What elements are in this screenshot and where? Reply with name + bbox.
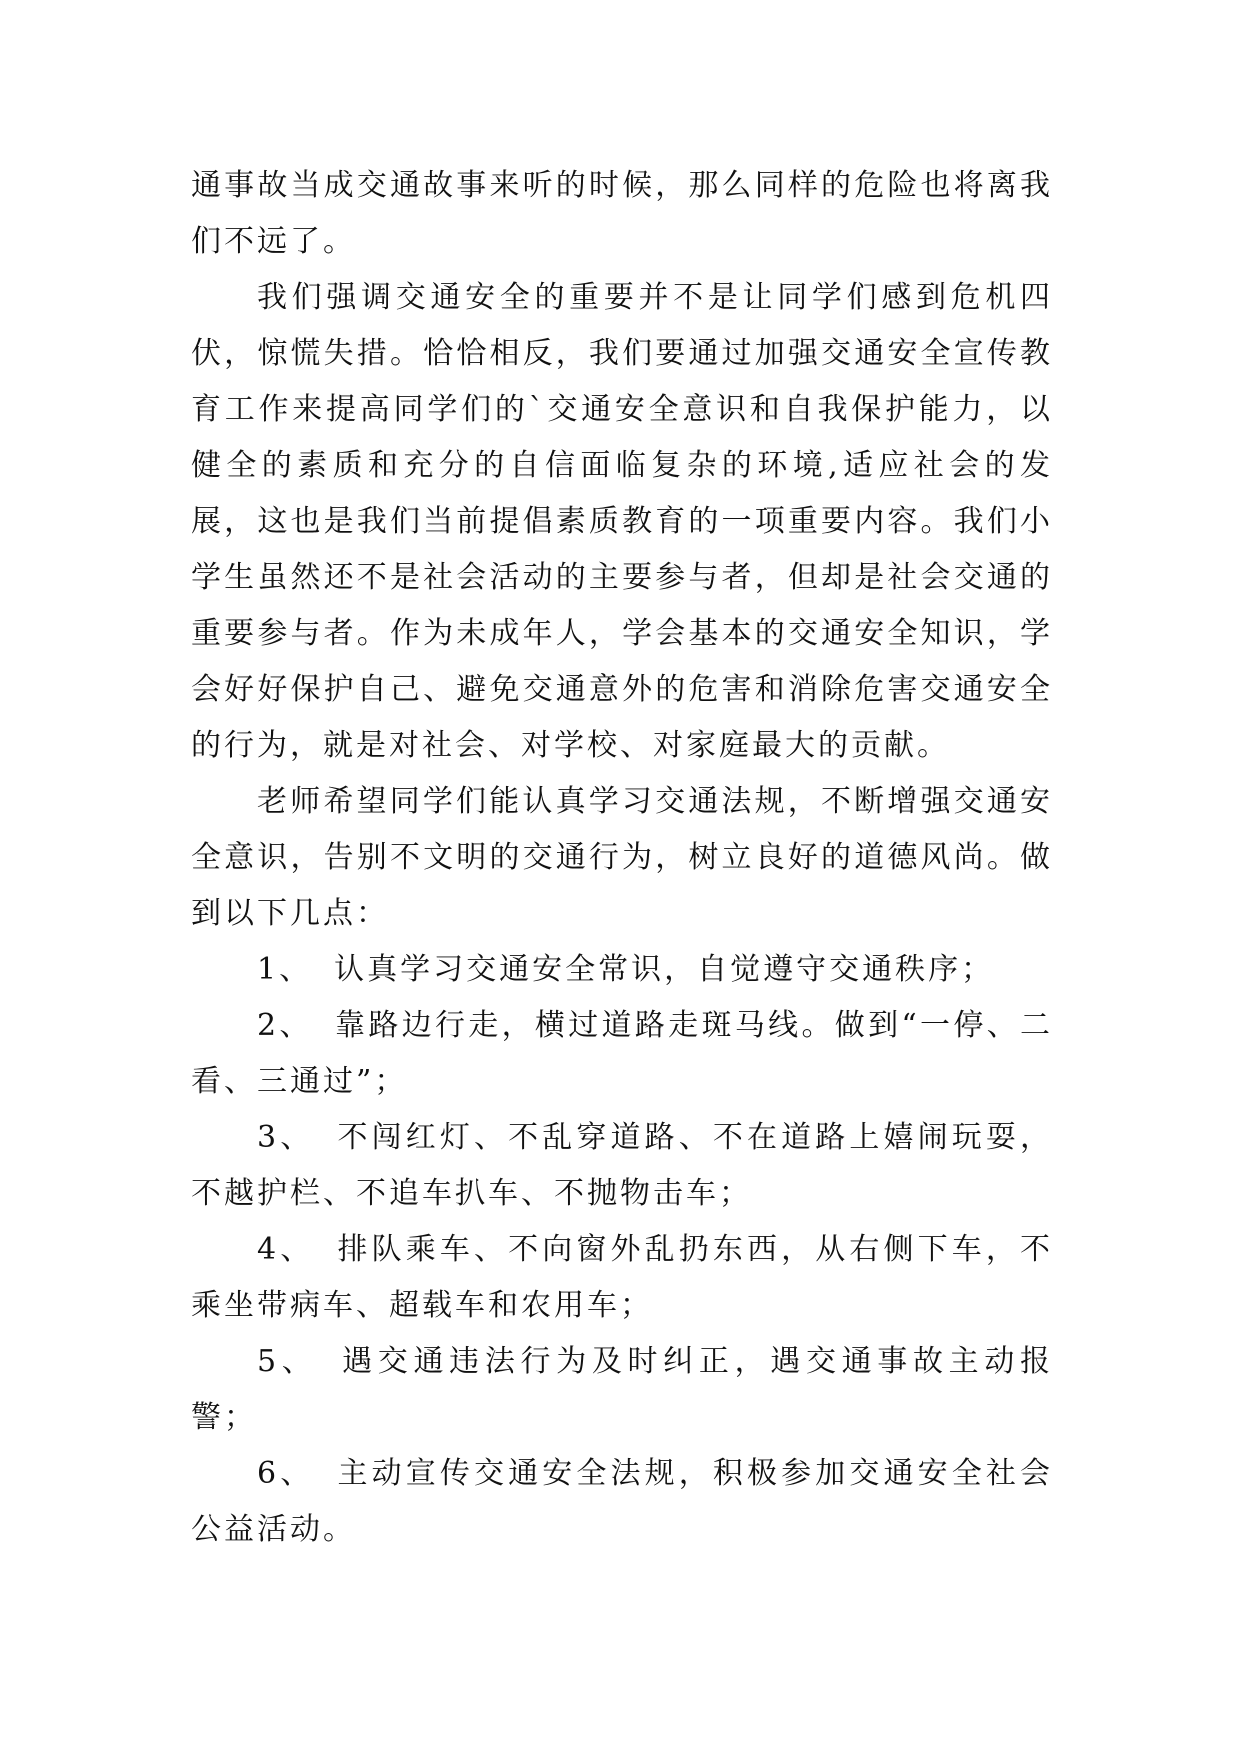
- list-item: [191, 1222, 1053, 1334]
- list-item: [191, 1110, 1053, 1222]
- list-item-text: 不闯红灯、不乱穿道路、不在道路上嬉闹玩耍，不越护栏、不追车扒车、不抛物击车；: [191, 1120, 1053, 1211]
- list-item-text: 靠路边行走，横过道路走斑马线。做到“一停、二看、三通过”；: [191, 1008, 1053, 1099]
- list-item: [191, 1446, 1053, 1558]
- document-body: [191, 158, 1053, 1558]
- list-item-number: 5、: [257, 1344, 318, 1379]
- list-item: [191, 942, 1053, 998]
- paragraph-traffic-safety-importance: 我们强调交通安全的重要并不是让同学们感到危机四伏，惊慌失措。恰恰相反，我们要通过加强交通安全宣传教育工作来提高同学们的`交通安全意识和自我保护能力，以健全的素质和充分的自信面临复杂的环境,适应社会的发展，这也是我们当前提倡素质教育的一项重要内容。我们小学生虽然还不是社会活动的主要参与者，但却是社会交通的重要参与者。作为未成年人，学会基本的交通安全知识，学会好好保护自己、避免交通意外的危害和消除危害交通安全的行为，就是对社会、对学校、对家庭最大的贡献。: [191, 280, 1053, 763]
- list-item-text: 主动宣传交通安全法规，积极参加交通安全社会公益活动。: [191, 1456, 1053, 1547]
- list-item-number: 4、: [257, 1232, 315, 1267]
- paragraph-teacher-hope: 老师希望同学们能认真学习交通法规，不断增强交通安全意识，告别不文明的交通行为，树立良好的道德风尚。做到以下几点：: [191, 784, 1053, 931]
- list-item-text: 认真学习交通安全常识，自觉遵守交通秩序；: [334, 952, 995, 987]
- list-item: [191, 998, 1053, 1110]
- list-item-number: 2、: [257, 1008, 313, 1043]
- list-item-number: 6、: [257, 1456, 315, 1491]
- list-item-number: 3、: [257, 1120, 315, 1155]
- list-item-text: 遇交通违法行为及时纠正，遇交通事故主动报警；: [191, 1344, 1054, 1435]
- list-item-text: 排队乘车、不向窗外乱扔东西，从右侧下车，不乘坐带病车、超载车和农用车；: [191, 1232, 1053, 1323]
- list-item-number: 1、: [257, 952, 313, 987]
- list-item: [191, 1334, 1053, 1446]
- paragraph-continued: 通事故当成交通故事来听的时候，那么同样的危险也将离我们不远了。: [191, 168, 1053, 259]
